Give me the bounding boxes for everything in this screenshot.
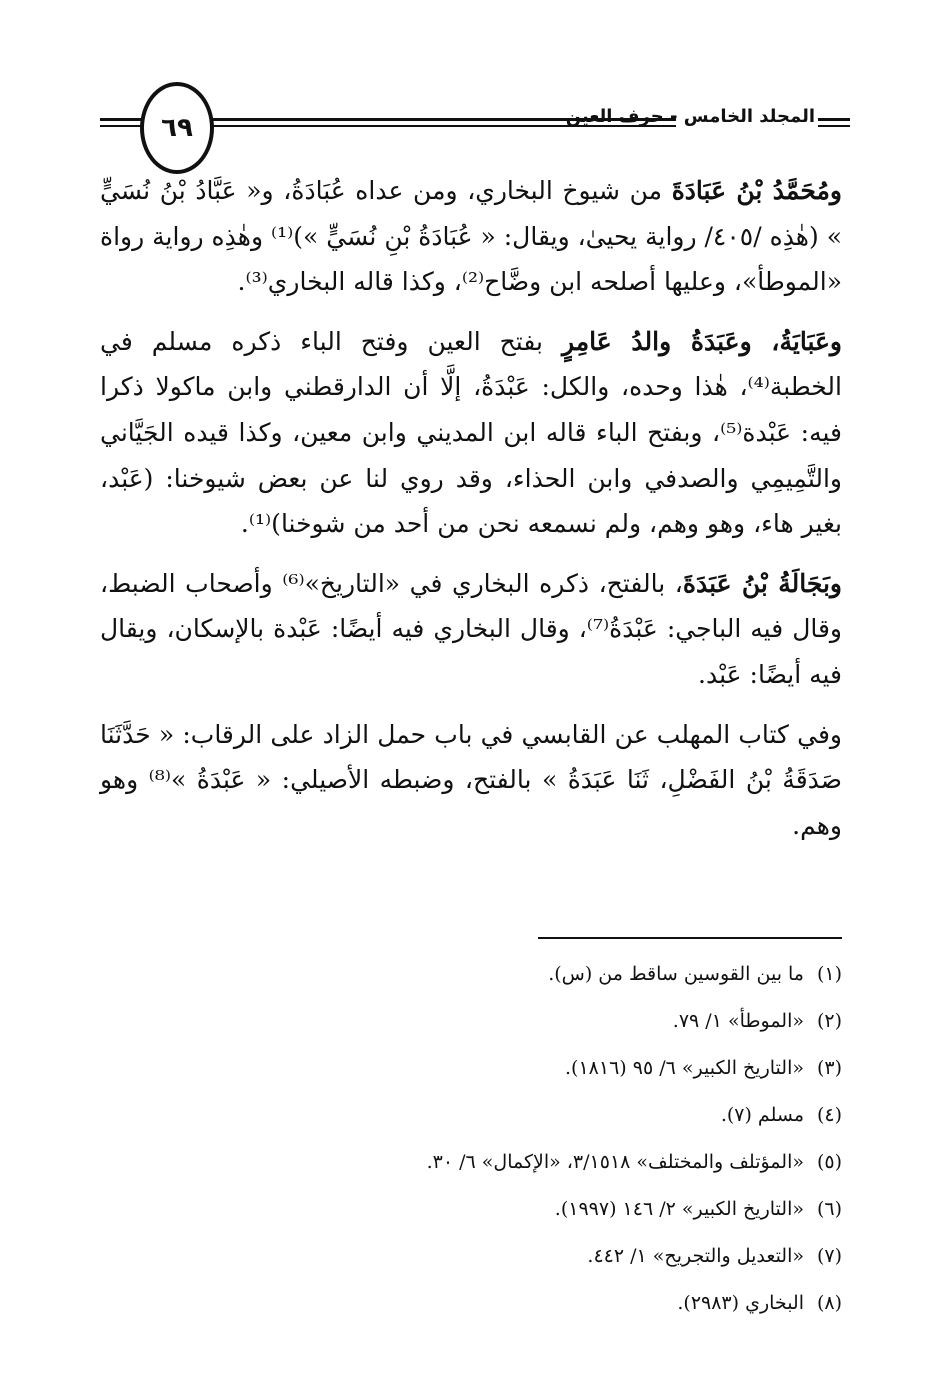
paragraph-1 [100, 168, 842, 305]
footnote-number: (٦) [816, 1198, 842, 1220]
footnote-number: (٨) [816, 1292, 842, 1314]
footnote-number: (٧) [816, 1245, 842, 1267]
footnote-text: مسلم (٧). [720, 1104, 804, 1126]
footnote-text: «التاريخ الكبير» ٢/ ١٤٦ (١٩٩٧). [554, 1198, 804, 1220]
entry-heading: وعَبَايَةُ، وعَبَدَةُ والدُ عَامِرٍ [561, 326, 842, 356]
running-title: المجلد الخامس - حرف العين [565, 106, 815, 127]
paragraph-text: ، بالفتح، ذكره البخاري في «التاريخ»⁽⁶⁾ وأصحاب الضبط، وقال فيه الباجي: عَبْدَةُ⁽⁷⁾، وقال البخاري فيه أيضًا: عَبْدة بالإسكان، ويقال فيه أيضًا: عَبْد. [100, 568, 843, 689]
footnote-text: «التعديل والتجريح» ١/ ٤٤٢. [587, 1245, 804, 1267]
paragraph-text: من شيوخ البخاري، ومن عداه عُبَادَةُ، و« عَبَّادُ بْنُ نُسَيٍّ » (هٰذِه /٤٠٥/ رواية يحيىٰ، ويقال: « عُبَادَةُ بْنِ نُسَيٍّ »)⁽¹⁾ وهٰذِه رواية رواة «الموطأ»، وعليها أصلحه ابن وضَّاح⁽²⁾، وكذا قاله البخاري⁽³⁾. [100, 176, 842, 297]
footnote-item [300, 1237, 842, 1284]
footnote-text: البخاري (٢٩٨٣). [677, 1292, 804, 1314]
main-text [100, 168, 842, 862]
footnote-item [300, 1190, 842, 1237]
footnotes-list [300, 955, 842, 1331]
footnote-item [300, 955, 842, 1002]
paragraph-text: وفي كتاب المهلب عن القابسي في باب حمل الزاد على الرقاب: « حَدَّثَنَا صَدَقَةُ بْنُ الفَضْلِ، ثَنَا عَبَدَةُ » بالفتح، وضبطه الأصيلي: « عَبْدَةُ »⁽⁸⁾ وهو وهم. [100, 719, 842, 840]
paragraph-text: بفتح العين وفتح الباء ذكره مسلم في الخطبة⁽⁴⁾، هٰذا وحده، والكل: عَبْدَةُ، إلَّا أن الدارقطني وابن ماكولا ذكرا فيه: عَبْدة⁽⁵⁾، وبفتح الباء قاله ابن المديني وابن معين، وكذا قيده الجَيَّاني والتَّمِيمِي والصدفي وابن الحذاء، وقد روي لنا عن بعض شيوخنا: (عَبْد، بغير هاء، وهو وهم، ولم نسمعه نحن من أحد من شوخنا)⁽¹⁾. [100, 326, 842, 539]
paragraph-3 [100, 561, 842, 698]
header-rule-right-top [818, 118, 850, 121]
page-number-badge: ٦٩ [140, 82, 214, 174]
footnote-item [300, 1284, 842, 1331]
paragraph-4 [100, 712, 842, 849]
footnote-number: (٤) [816, 1104, 842, 1126]
footnote-number: (٥) [816, 1151, 842, 1173]
footnote-item [300, 1049, 842, 1096]
footnote-text: «التاريخ الكبير» ٦/ ٩٥ (١٨١٦). [565, 1057, 804, 1079]
footnote-item [300, 1096, 842, 1143]
footnote-separator [538, 937, 842, 939]
paragraph-2 [100, 319, 842, 547]
footnote-number: (٣) [816, 1057, 842, 1079]
header-rule-right-bottom [818, 125, 850, 127]
footnote-item [300, 1143, 842, 1190]
entry-heading: وبَجَالَةُ بْنُ عَبَدَةَ [682, 568, 843, 598]
footnote-number: (٢) [816, 1010, 842, 1032]
entry-heading: ومُحَمَّدُ بْنُ عَبَادَةَ [671, 176, 842, 205]
footnote-item [300, 1002, 842, 1049]
footnote-text: «الموطأ» ١/ ٧٩. [672, 1010, 804, 1032]
footnote-number: (١) [816, 963, 842, 985]
footnote-text: ما بين القوسين ساقط من (س). [548, 963, 804, 985]
page-header [100, 82, 850, 182]
footnote-text: «المؤتلف والمختلف» ٣/١٥١٨، «الإكمال» ٦/ ٣٠. [426, 1151, 804, 1173]
